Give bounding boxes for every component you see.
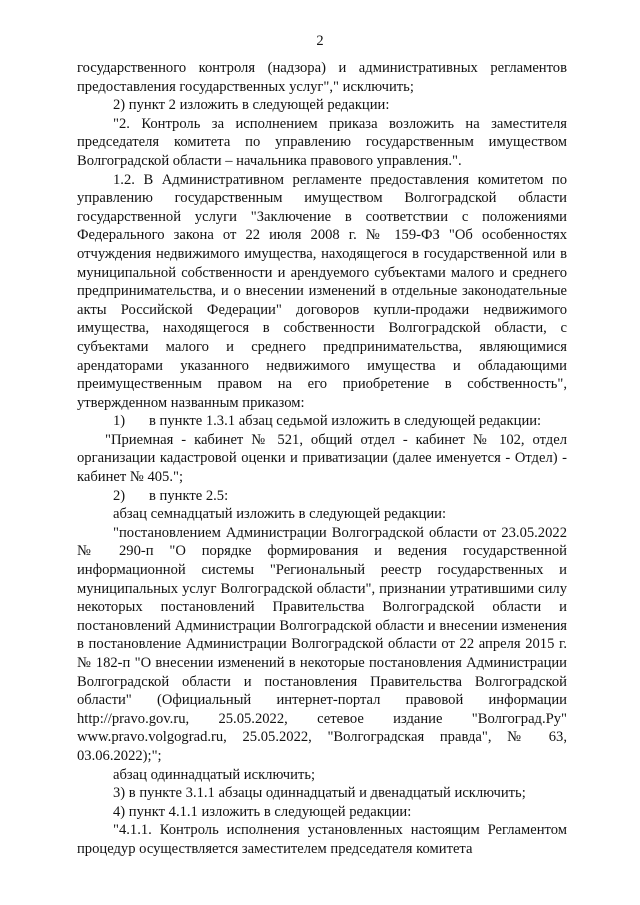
list-item-text: в пункте 1.3.1 абзац седьмой изложить в следующей редакции:	[149, 413, 542, 430]
quoted-4-1-1: "4.1.1. Контроль исполнения установленных настоящим Регламентом процедур осуществляется заместителем председателя комитета	[77, 822, 567, 857]
list-item-4: 4) пункт 4.1.1 изложить в следующей редакции:	[113, 803, 412, 820]
list-item-2-5	[77, 487, 567, 506]
list-item-text: в пункте 2.5:	[149, 487, 229, 504]
paragraph-1-2: 1.2. В Административном регламенте предоставления комитетом по управлению государственным имуществом Волгоградской области государственной услуги "Заключение в соответствии с положениями Федерального закона от 22 июля 2008 г. № 159-ФЗ "Об особенностях отчуждения недвижимого имущества, находящегося в государственной или в муниципальной собственности и арендуемого субъектами малого и среднего предпринимательства, и о внесении изменений в отдельные законодательные акты Российской Федерации" договоров купли-продажи недвижимого имущества, находящегося в собственности Волгоградской области, с субъектами малого и среднего предпринимательства, являющимися арендаторами указанного недвижимого имущества и обладающими преимущественным правом на его приобретение в собственность", утвержденном названным приказом:	[77, 171, 567, 411]
document-body	[77, 59, 567, 859]
list-item-number: 2)	[113, 487, 126, 504]
list-item-2: 2) пункт 2 изложить в следующей редакции:	[113, 97, 390, 114]
paragraph-intro: государственного контроля (надзора) и административных регламентов предоставления государственных услуг"," исключить;	[77, 60, 567, 95]
paragraph-seventeenth: абзац семнадцатый изложить в следующей редакции:	[113, 506, 447, 523]
quoted-reception: "Приемная - кабинет № 521, общий отдел - кабинет № 102, отдел организации кадастровой оценки и приватизации (далее именуется - Отдел) - кабинет № 405.";	[77, 431, 567, 486]
page-number: 2	[316, 33, 324, 49]
quoted-clause-2: "2. Контроль за исполнением приказа возложить на заместителя председателя комитета по управлению государственным имуществом Волгоградской области – начальника правового управления.".	[77, 115, 567, 169]
list-item-number: 1)	[113, 413, 126, 430]
list-item-1	[77, 412, 567, 431]
quoted-resolution: "постановлением Администрации Волгоградской области от 23.05.2022 № 290-п "О порядке формирования и ведения государственной информационной системы "Региональный реестр государственных и муниципальных услуг Волгоградской области", признании утратившими силу некоторых постановлений Правительства Волгоградской области и постановлений Администрации Волгоградской области и внесении изменения в постановление Администрации Волгоградской области от 22 апреля 2015 г. № 182-п "О внесении изменений в некоторые постановления Администрации Волгоградской области и постановления Правительства Волгоградской области" (Официальный интернет-портал правовой информации http://pravo.gov.ru, 25.05.2022, сетевое издание "Волгоград.Ру" www.pravo.volgograd.ru, 25.05.2022, "Волгоградская правда", № 63, 03.06.2022);";	[77, 524, 567, 764]
paragraph-eleventh: абзац одиннадцатый исключить;	[113, 766, 316, 783]
list-item-3: 3) в пункте 3.1.1 абзацы одиннадцатый и двенадцатый исключить;	[113, 785, 526, 802]
